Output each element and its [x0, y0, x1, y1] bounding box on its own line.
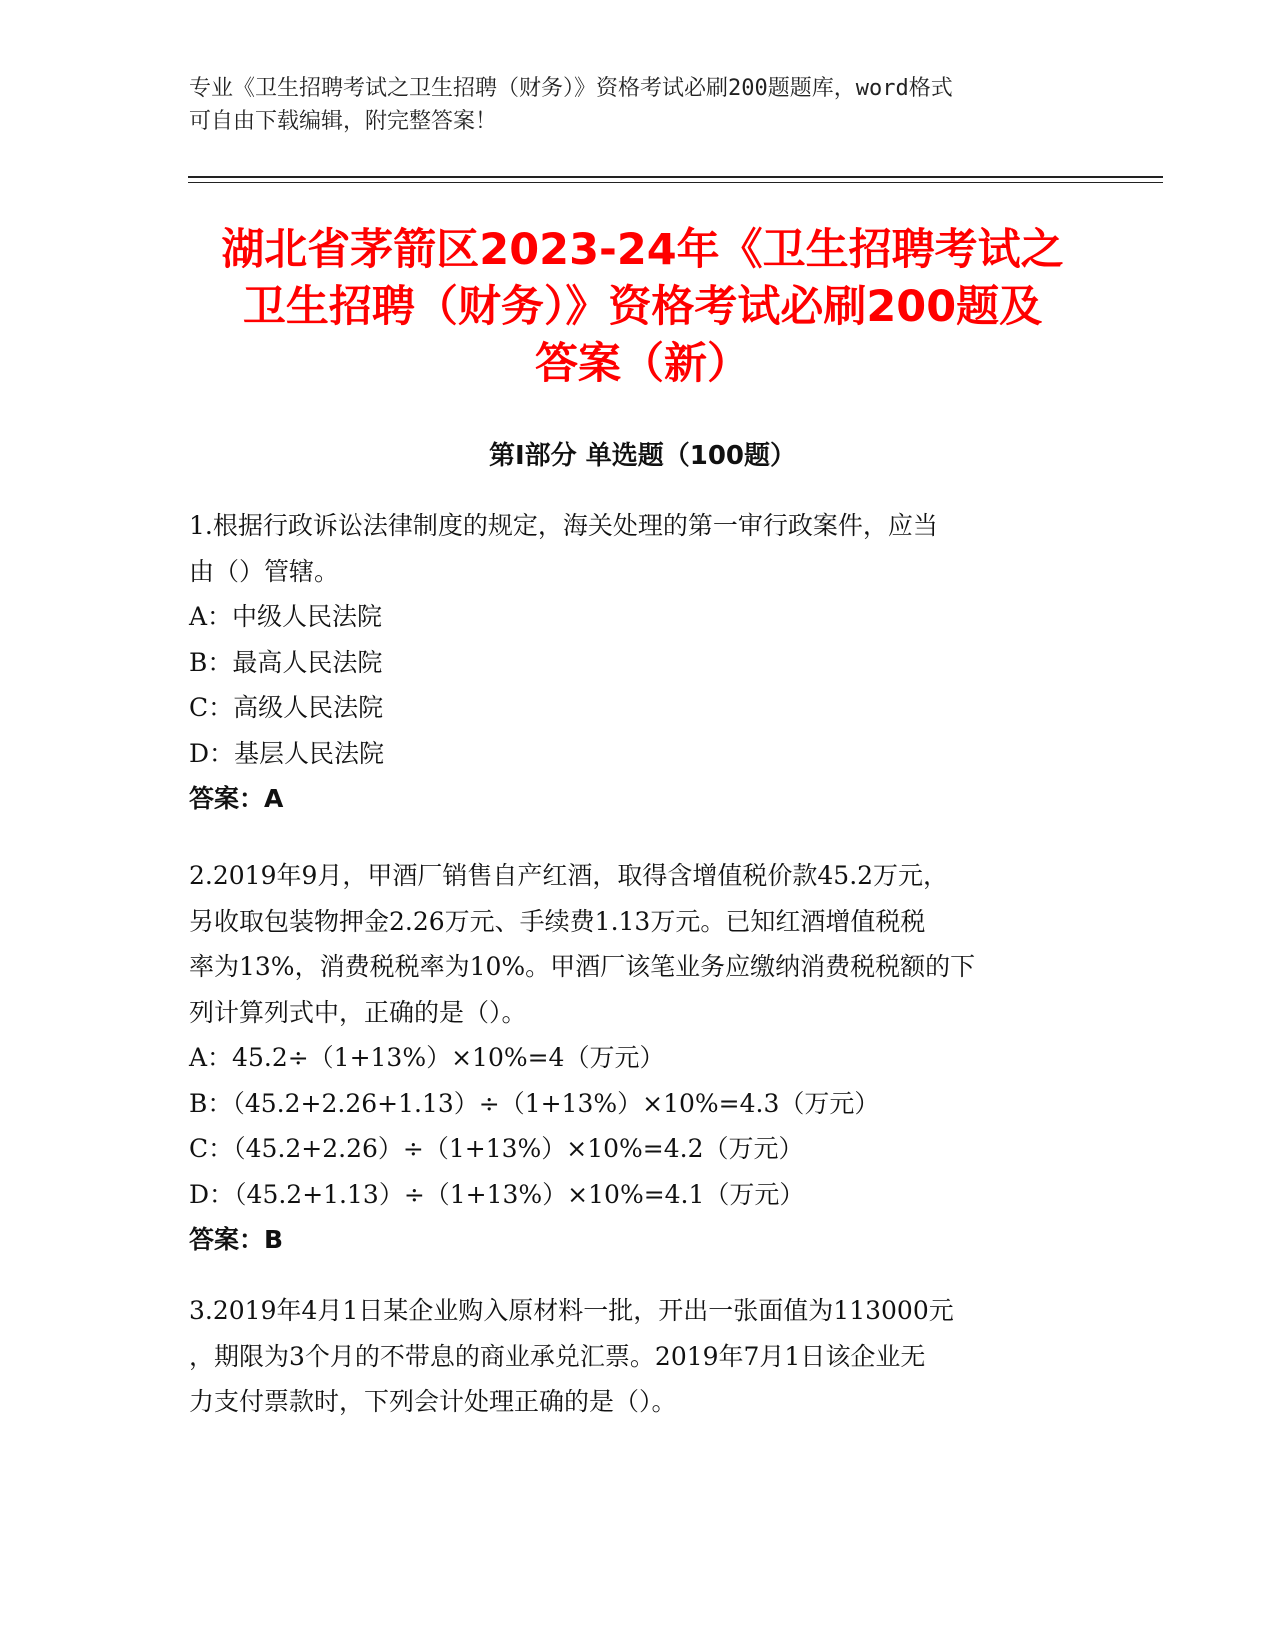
option-b: B：最高人民法院: [189, 647, 383, 677]
option-d: D：（45.2+1.13）÷（1+13%）×10%=4.1（万元）: [189, 1179, 805, 1209]
option-c: C：高级人民法院: [189, 693, 384, 722]
question-stem-line: 2.2019年9月，甲酒厂销售自产红酒，取得含增值税价款45.2万元，: [189, 861, 949, 890]
answer: 答案：A: [189, 784, 284, 813]
title-line: 湖北省茅箭区2023-24年《卫生招聘考试之: [221, 225, 1064, 275]
document-title: [150, 222, 1135, 393]
question-1: [189, 503, 1089, 822]
header-note-line: 专业《卫生招聘考试之卫生招聘（财务）》资格考试必刷200题题库，word格式: [189, 76, 953, 101]
question-stem-line: 3.2019年4月1日某企业购入原材料一批，开出一张面值为113000元: [189, 1296, 954, 1325]
option-c: C：（45.2+2.26）÷（1+13%）×10%=4.2（万元）: [189, 1134, 804, 1163]
title-line: 答案（新）: [535, 339, 750, 389]
header-note-line: 可自由下载编辑，附完整答案！: [189, 109, 498, 134]
option-a: A：45.2÷（1+13%）×10%=4（万元）: [189, 1043, 665, 1072]
header-note: [189, 72, 1089, 138]
question-2: [189, 853, 1089, 1263]
question-stem-line: 另收取包装物押金2.26万元、手续费1.13万元。已知红酒增值税税: [189, 906, 926, 936]
section-heading: 第Ⅰ部分 单选题（100题）: [489, 441, 796, 471]
option-a: A：中级人民法院: [189, 602, 383, 631]
question-stem-line: 1.根据行政诉讼法律制度的规定，海关处理的第一审行政案件，应当: [189, 511, 938, 540]
option-d: D：基层人民法院: [189, 738, 385, 768]
header-divider-thin: [188, 182, 1163, 183]
question-stem-line: 由（）管辖。: [189, 556, 340, 586]
question-stem-line: 率为13%，消费税税率为10%。甲酒厂该笔业务应缴纳消费税税额的下: [189, 952, 976, 981]
answer: 答案：B: [189, 1225, 284, 1254]
header-divider-thick: [188, 176, 1163, 178]
question-stem-line: 力支付票款时，下列会计处理正确的是（）。: [189, 1387, 677, 1416]
question-stem-line: ，期限为3个月的不带息的商业承兑汇票。2019年7月1日该企业无: [189, 1341, 926, 1371]
question-stem-line: 列计算列式中，正确的是（）。: [189, 997, 527, 1027]
question-3: [189, 1288, 1089, 1425]
option-b: B：（45.2+2.26+1.13）÷（1+13%）×10%=4.3（万元）: [189, 1088, 880, 1118]
title-line: 卫生招聘（财务）》资格考试必刷200题及: [242, 282, 1043, 332]
